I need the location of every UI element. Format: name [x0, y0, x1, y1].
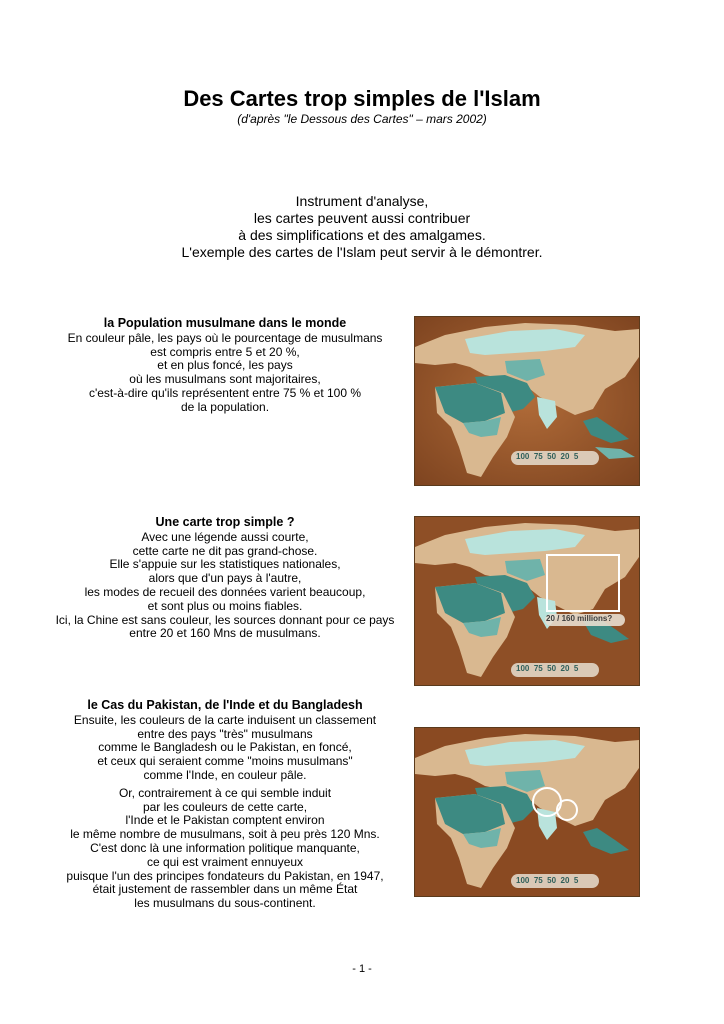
map-callout-label: 20 / 160 millions?	[546, 614, 613, 623]
map-graphic	[415, 517, 639, 686]
section-line: le même nombre de musulmans, soit à peu près 120 Mns.	[70, 827, 380, 842]
section-line: Avec une légende aussi courte,	[141, 529, 309, 544]
section-line: Or, contrairement à ce qui semble induit	[118, 785, 332, 800]
section-population	[50, 317, 400, 415]
section-line: Ensuite, les couleurs de la carte induisent un classement	[73, 712, 377, 727]
section-line: c'est-à-dire qu'ils représentent entre 75 % et 100 %	[88, 385, 362, 400]
section-line: les musulmans du sous-continent.	[134, 896, 316, 911]
world-islam-map-pakistan	[414, 727, 640, 897]
section-line: et sont plus ou moins fiables.	[147, 598, 303, 613]
map-legend: 100 75 50 20 5	[516, 876, 579, 885]
page-subtitle: (d'après "le Dessous des Cartes" – mars 2002)	[237, 112, 487, 126]
section-pakistan	[50, 699, 400, 911]
section-line: ce qui est vraiment ennuyeux	[146, 854, 304, 869]
intro-line: Instrument d'analyse,	[295, 193, 429, 209]
section-line: était justement de rassembler dans un même État	[92, 882, 358, 897]
section-line: cette carte ne dit pas grand-chose.	[132, 543, 318, 558]
section-line: puisque l'un des principes fondateurs du Pakistan, en 1947,	[66, 868, 384, 883]
section-line: alors que d'un pays à l'autre,	[148, 571, 302, 586]
page-number: - 1 -	[352, 963, 372, 975]
intro-paragraph	[0, 193, 724, 261]
section-line: Ici, la Chine est sans couleur, les sources donnant pour ce pays	[55, 612, 395, 627]
section-line: et en plus foncé, les pays	[157, 358, 293, 373]
section-line: C'est donc là une information politique manquante,	[90, 840, 360, 855]
map-legend: 100 75 50 20 5	[516, 664, 579, 673]
section-heading: la Population musulmane dans le monde	[103, 316, 347, 330]
section-line: de la population.	[180, 399, 270, 414]
section-line: comme l'Inde, en couleur pâle.	[143, 767, 307, 782]
section-line: par les couleurs de cette carte,	[142, 799, 308, 814]
intro-line: à des simplifications et des amalgames.	[238, 227, 486, 243]
intro-line: L'exemple des cartes de l'Islam peut servir à le démontrer.	[181, 244, 543, 260]
section-heading: Une carte trop simple ?	[155, 515, 295, 529]
section-line: comme le Bangladesh ou le Pakistan, en foncé,	[98, 740, 352, 755]
map-legend: 100 75 50 20 5	[516, 452, 579, 461]
section-line: Elle s'appuie sur les statistiques nationales,	[109, 557, 341, 572]
section-line: entre des pays "très" musulmans	[137, 726, 313, 741]
section-line: où les musulmans sont majoritaires,	[129, 372, 321, 387]
section-simple-map	[50, 516, 400, 641]
section-line: l'Inde et le Pakistan comptent environ	[125, 813, 325, 828]
section-line: et ceux qui seraient comme "moins musulmans"	[97, 754, 353, 769]
section-line: entre 20 et 160 Mns de musulmans.	[129, 626, 321, 641]
intro-line: les cartes peuvent aussi contribuer	[253, 210, 471, 226]
world-islam-map-china-callout	[414, 516, 640, 686]
map-graphic	[415, 728, 639, 897]
section-line: En couleur pâle, les pays où le pourcentage de musulmans	[67, 330, 383, 345]
section-heading: le Cas du Pakistan, de l'Inde et du Bangladesh	[87, 698, 363, 712]
section-line: est compris entre 5 et 20 %,	[150, 344, 300, 359]
section-line: les modes de recueil des données varient beaucoup,	[84, 584, 366, 599]
page-title: Des Cartes trop simples de l'Islam	[183, 86, 541, 111]
